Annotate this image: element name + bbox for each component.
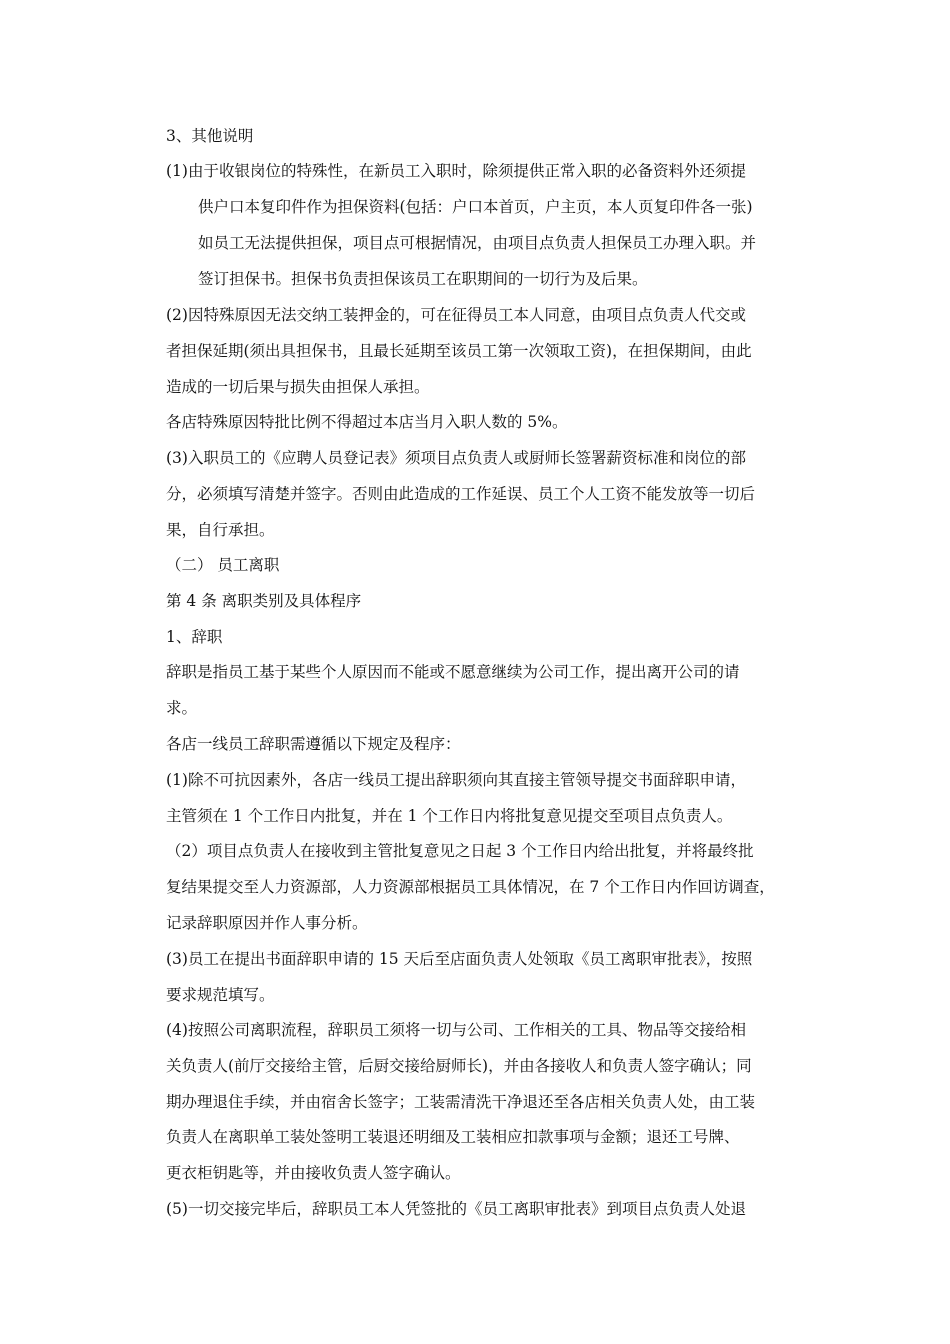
paragraph-line: (2)因特殊原因无法交纳工装押金的，可在征得员工本人同意，由项目点负责人代交或 [166, 306, 746, 324]
paragraph-line: （2）项目点负责人在接收到主管批复意见之日起 3 个工作日内给出批复，并将最终批 [166, 842, 754, 860]
paragraph-line: 签订担保书。担保书负责担保该员工在职期间的一切行为及后果。 [198, 270, 648, 288]
paragraph-line: (1)除不可抗因素外，各店一线员工提出辞职须向其直接主管领导提交书面辞职申请， [166, 771, 746, 789]
section-heading: 3、其他说明 [166, 127, 254, 145]
paragraph-line: 分，必须填写清楚并签字。否则由此造成的工作延误、员工个人工资不能发放等一切后 [166, 485, 756, 503]
paragraph-line: 求。 [166, 699, 198, 717]
paragraph-line: 负责人在离职单工装处签明工装退还明细及工装相应扣款事项与金额；退还工号牌、 [166, 1128, 740, 1146]
paragraph-line: 复结果提交至人力资源部，人力资源部根据员工具体情况，在 7 个工作日内作回访调查， [166, 878, 775, 896]
paragraph-line: 造成的一切后果与损失由担保人承担。 [166, 378, 430, 396]
subsection-heading: 1、辞职 [166, 628, 223, 646]
paragraph-line: 关负责人(前厅交接给主管，后厨交接给厨师长)，并由各接收人和负责人签字确认；同 [166, 1057, 752, 1075]
paragraph-line: 者担保延期(须出具担保书，且最长延期至该员工第一次领取工资)，在担保期间，由此 [166, 342, 752, 360]
paragraph-line: 更衣柜钥匙等，并由接收负责人签字确认。 [166, 1164, 461, 1182]
paragraph-line: 主管须在 1 个工作日内批复，并在 1 个工作日内将批复意见提交至项目点负责人。 [166, 807, 733, 825]
paragraph-line: 要求规范填写。 [166, 986, 275, 1004]
paragraph-line: (4)按照公司离职流程，辞职员工须将一切与公司、工作相关的工具、物品等交接给相 [166, 1021, 746, 1039]
paragraph-line: 果，自行承担。 [166, 521, 275, 539]
paragraph-line: (3)入职员工的《应聘人员登记表》须项目点负责人或厨师长签署薪资标准和岗位的部 [166, 449, 746, 467]
paragraph-line: 期办理退住手续，并由宿舍长签字；工装需清洗干净退还至各店相关负责人处，由工装 [166, 1093, 756, 1111]
paragraph-line: (3)员工在提出书面辞职申请的 15 天后至店面负责人处领取《员工离职审批表》，按照 [166, 950, 753, 968]
section-heading: （二） 员工离职 [166, 556, 280, 574]
paragraph-line: (1)由于收银岗位的特殊性，在新员工入职时，除须提供正常入职的必备资料外还须提 [166, 162, 746, 180]
paragraph-line: 供户口本复印件作为担保资料(包括：户口本首页，户主页，本人页复印件各一张) [198, 198, 753, 216]
paragraph-line: 辞职是指员工基于某些个人原因而不能或不愿意继续为公司工作，提出离开公司的请 [166, 663, 740, 681]
paragraph-line: 记录辞职原因并作人事分析。 [166, 914, 368, 932]
paragraph-line: 各店特殊原因特批比例不得超过本店当月入职人数的 5%。 [166, 413, 568, 431]
paragraph-line: 如员工无法提供担保，项目点可根据情况，由项目点负责人担保员工办理入职。并 [198, 234, 757, 252]
article-heading: 第 4 条 离职类别及具体程序 [166, 592, 362, 610]
paragraph-line: 各店一线员工辞职需遵循以下规定及程序： [166, 735, 461, 753]
paragraph-line: (5)一切交接完毕后，辞职员工本人凭签批的《员工离职审批表》到项目点负责人处退 [166, 1200, 746, 1218]
